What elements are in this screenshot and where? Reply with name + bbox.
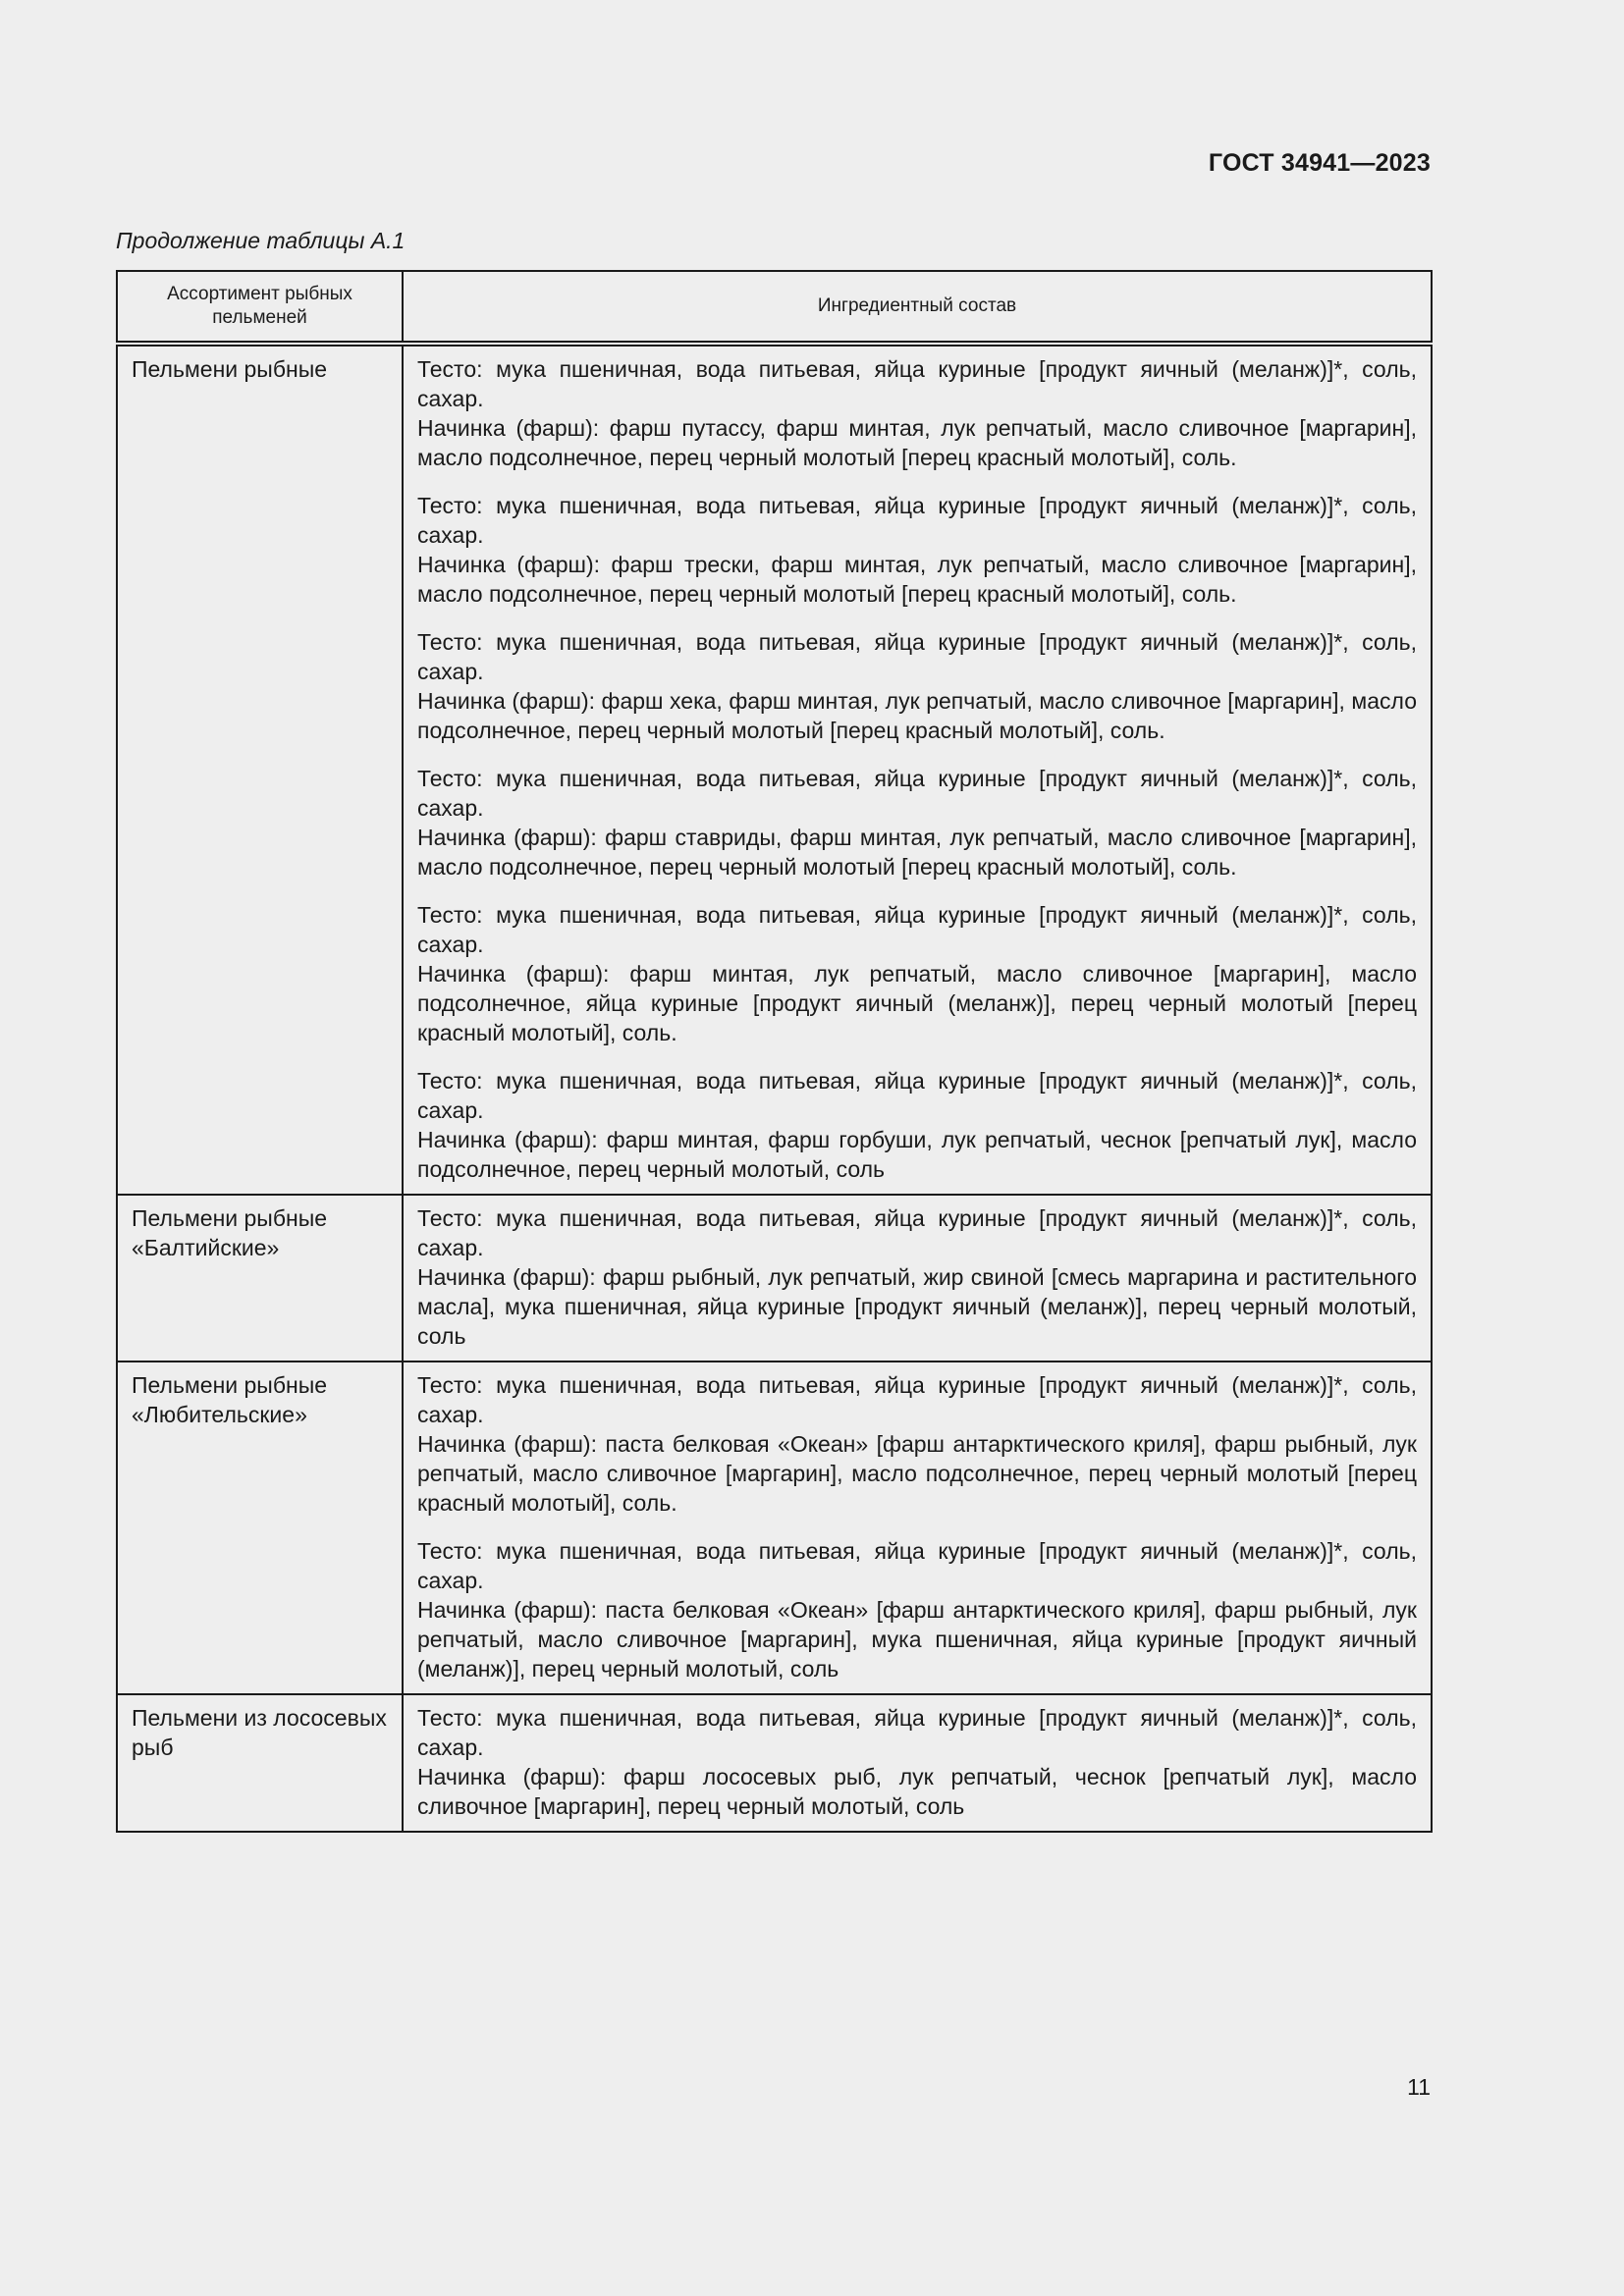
- recipe-block: [417, 1203, 1417, 1351]
- dough-composition: Тесто: мука пшеничная, вода питьевая, яйца куриные [продукт яичный (меланж)]*, соль, сахар.: [417, 1538, 1417, 1593]
- filling-composition: Начинка (фарш): фарш трески, фарш минтая, лук репчатый, масло сливочное [маргарин], масло подсолнечное, перец черный молотый [перец красный молотый], соль.: [417, 552, 1417, 607]
- filling-composition: Начинка (фарш): фарш лососевых рыб, лук репчатый, чеснок [репчатый лук], масло сливочное [маргарин], перец черный молотый, соль: [417, 1764, 1417, 1819]
- dough-composition: Тесто: мука пшеничная, вода питьевая, яйца куриные [продукт яичный (меланж)]*, соль, сахар.: [417, 629, 1417, 684]
- filling-composition: Начинка (фарш): фарш рыбный, лук репчатый, жир свиной [смесь маргарина и растительного масла], мука пшеничная, яйца куриные [продукт яичный (меланж)], перец черный молотый, соль: [417, 1264, 1417, 1349]
- recipe-block: [417, 900, 1417, 1047]
- recipe-block: [417, 1703, 1417, 1821]
- product-name: Пельмени из лососевых рыб: [117, 1694, 403, 1832]
- composition-cell: [403, 344, 1432, 1195]
- filling-composition: Начинка (фарш): фарш минтая, лук репчатый, масло сливочное [маргарин], масло подсолнечное, яйца куриные [продукт яичный (меланж)], перец черный молотый [перец красный молотый], соль.: [417, 961, 1417, 1045]
- dough-composition: Тесто: мука пшеничная, вода питьевая, яйца куриные [продукт яичный (меланж)]*, соль, сахар.: [417, 493, 1417, 548]
- composition-cell: [403, 1362, 1432, 1694]
- column-header-assortment: Ассортимент рыбных пельменей: [117, 271, 403, 344]
- recipe-block: [417, 1536, 1417, 1683]
- table-row: [117, 344, 1432, 1195]
- dough-composition: Тесто: мука пшеничная, вода питьевая, яйца куриные [продукт яичный (меланж)]*, соль, сахар.: [417, 1705, 1417, 1760]
- table-caption: Продолжение таблицы А.1: [116, 228, 406, 253]
- filling-composition: Начинка (фарш): паста белковая «Океан» [фарш антарктического криля], фарш рыбный, лук репчатый, масло сливочное [маргарин], масло подсолнечное, перец черный молотый [перец красный молотый], соль.: [417, 1431, 1417, 1516]
- product-name: Пельмени рыбные: [117, 344, 403, 1195]
- table-header-row: [117, 271, 1432, 344]
- recipe-block: [417, 627, 1417, 745]
- composition-cell: [403, 1694, 1432, 1832]
- dough-composition: Тесто: мука пшеничная, вода питьевая, яйца куриные [продукт яичный (меланж)]*, соль, сахар.: [417, 1372, 1417, 1427]
- filling-composition: Начинка (фарш): фарш хека, фарш минтая, лук репчатый, масло сливочное [маргарин], масло подсолнечное, перец черный молотый [перец красный молотый], соль.: [417, 688, 1417, 743]
- product-name: Пельмени рыбные «Балтийские»: [117, 1195, 403, 1362]
- dough-composition: Тесто: мука пшеничная, вода питьевая, яйца куриные [продукт яичный (меланж)]*, соль, сахар.: [417, 902, 1417, 957]
- table-row: [117, 1362, 1432, 1694]
- dough-composition: Тесто: мука пшеничная, вода питьевая, яйца куриные [продукт яичный (меланж)]*, соль, сахар.: [417, 1068, 1417, 1123]
- dough-composition: Тесто: мука пшеничная, вода питьевая, яйца куриные [продукт яичный (меланж)]*, соль, сахар.: [417, 1205, 1417, 1260]
- table-row: [117, 1195, 1432, 1362]
- ingredients-table: [116, 270, 1433, 1833]
- composition-cell: [403, 1195, 1432, 1362]
- recipe-block: [417, 491, 1417, 609]
- standard-designation: ГОСТ 34941—2023: [1208, 149, 1431, 177]
- column-header-composition: Ингредиентный состав: [403, 271, 1432, 344]
- dough-composition: Тесто: мука пшеничная, вода питьевая, яйца куриные [продукт яичный (меланж)]*, соль, сахар.: [417, 766, 1417, 821]
- recipe-block: [417, 764, 1417, 881]
- page-number: 11: [1407, 2074, 1431, 2100]
- table-row: [117, 1694, 1432, 1832]
- dough-composition: Тесто: мука пшеничная, вода питьевая, яйца куриные [продукт яичный (меланж)]*, соль, сахар.: [417, 356, 1417, 411]
- table-body: [117, 344, 1432, 1832]
- filling-composition: Начинка (фарш): фарш ставриды, фарш минтая, лук репчатый, масло сливочное [маргарин], масло подсолнечное, перец черный молотый [перец красный молотый], соль.: [417, 825, 1417, 880]
- filling-composition: Начинка (фарш): паста белковая «Океан» [фарш антарктического криля], фарш рыбный, лук репчатый, масло сливочное [маргарин], мука пшеничная, яйца куриные [продукт яичный (меланж)], перец черный молотый, соль: [417, 1597, 1417, 1682]
- recipe-block: [417, 1370, 1417, 1518]
- recipe-block: [417, 354, 1417, 472]
- recipe-block: [417, 1066, 1417, 1184]
- filling-composition: Начинка (фарш): фарш путассу, фарш минтая, лук репчатый, масло сливочное [маргарин], масло подсолнечное, перец черный молотый [перец красный молотый], соль.: [417, 415, 1417, 470]
- product-name: Пельмени рыбные «Любительские»: [117, 1362, 403, 1694]
- filling-composition: Начинка (фарш): фарш минтая, фарш горбуши, лук репчатый, чеснок [репчатый лук], масло подсолнечное, перец черный молотый, соль: [417, 1127, 1417, 1182]
